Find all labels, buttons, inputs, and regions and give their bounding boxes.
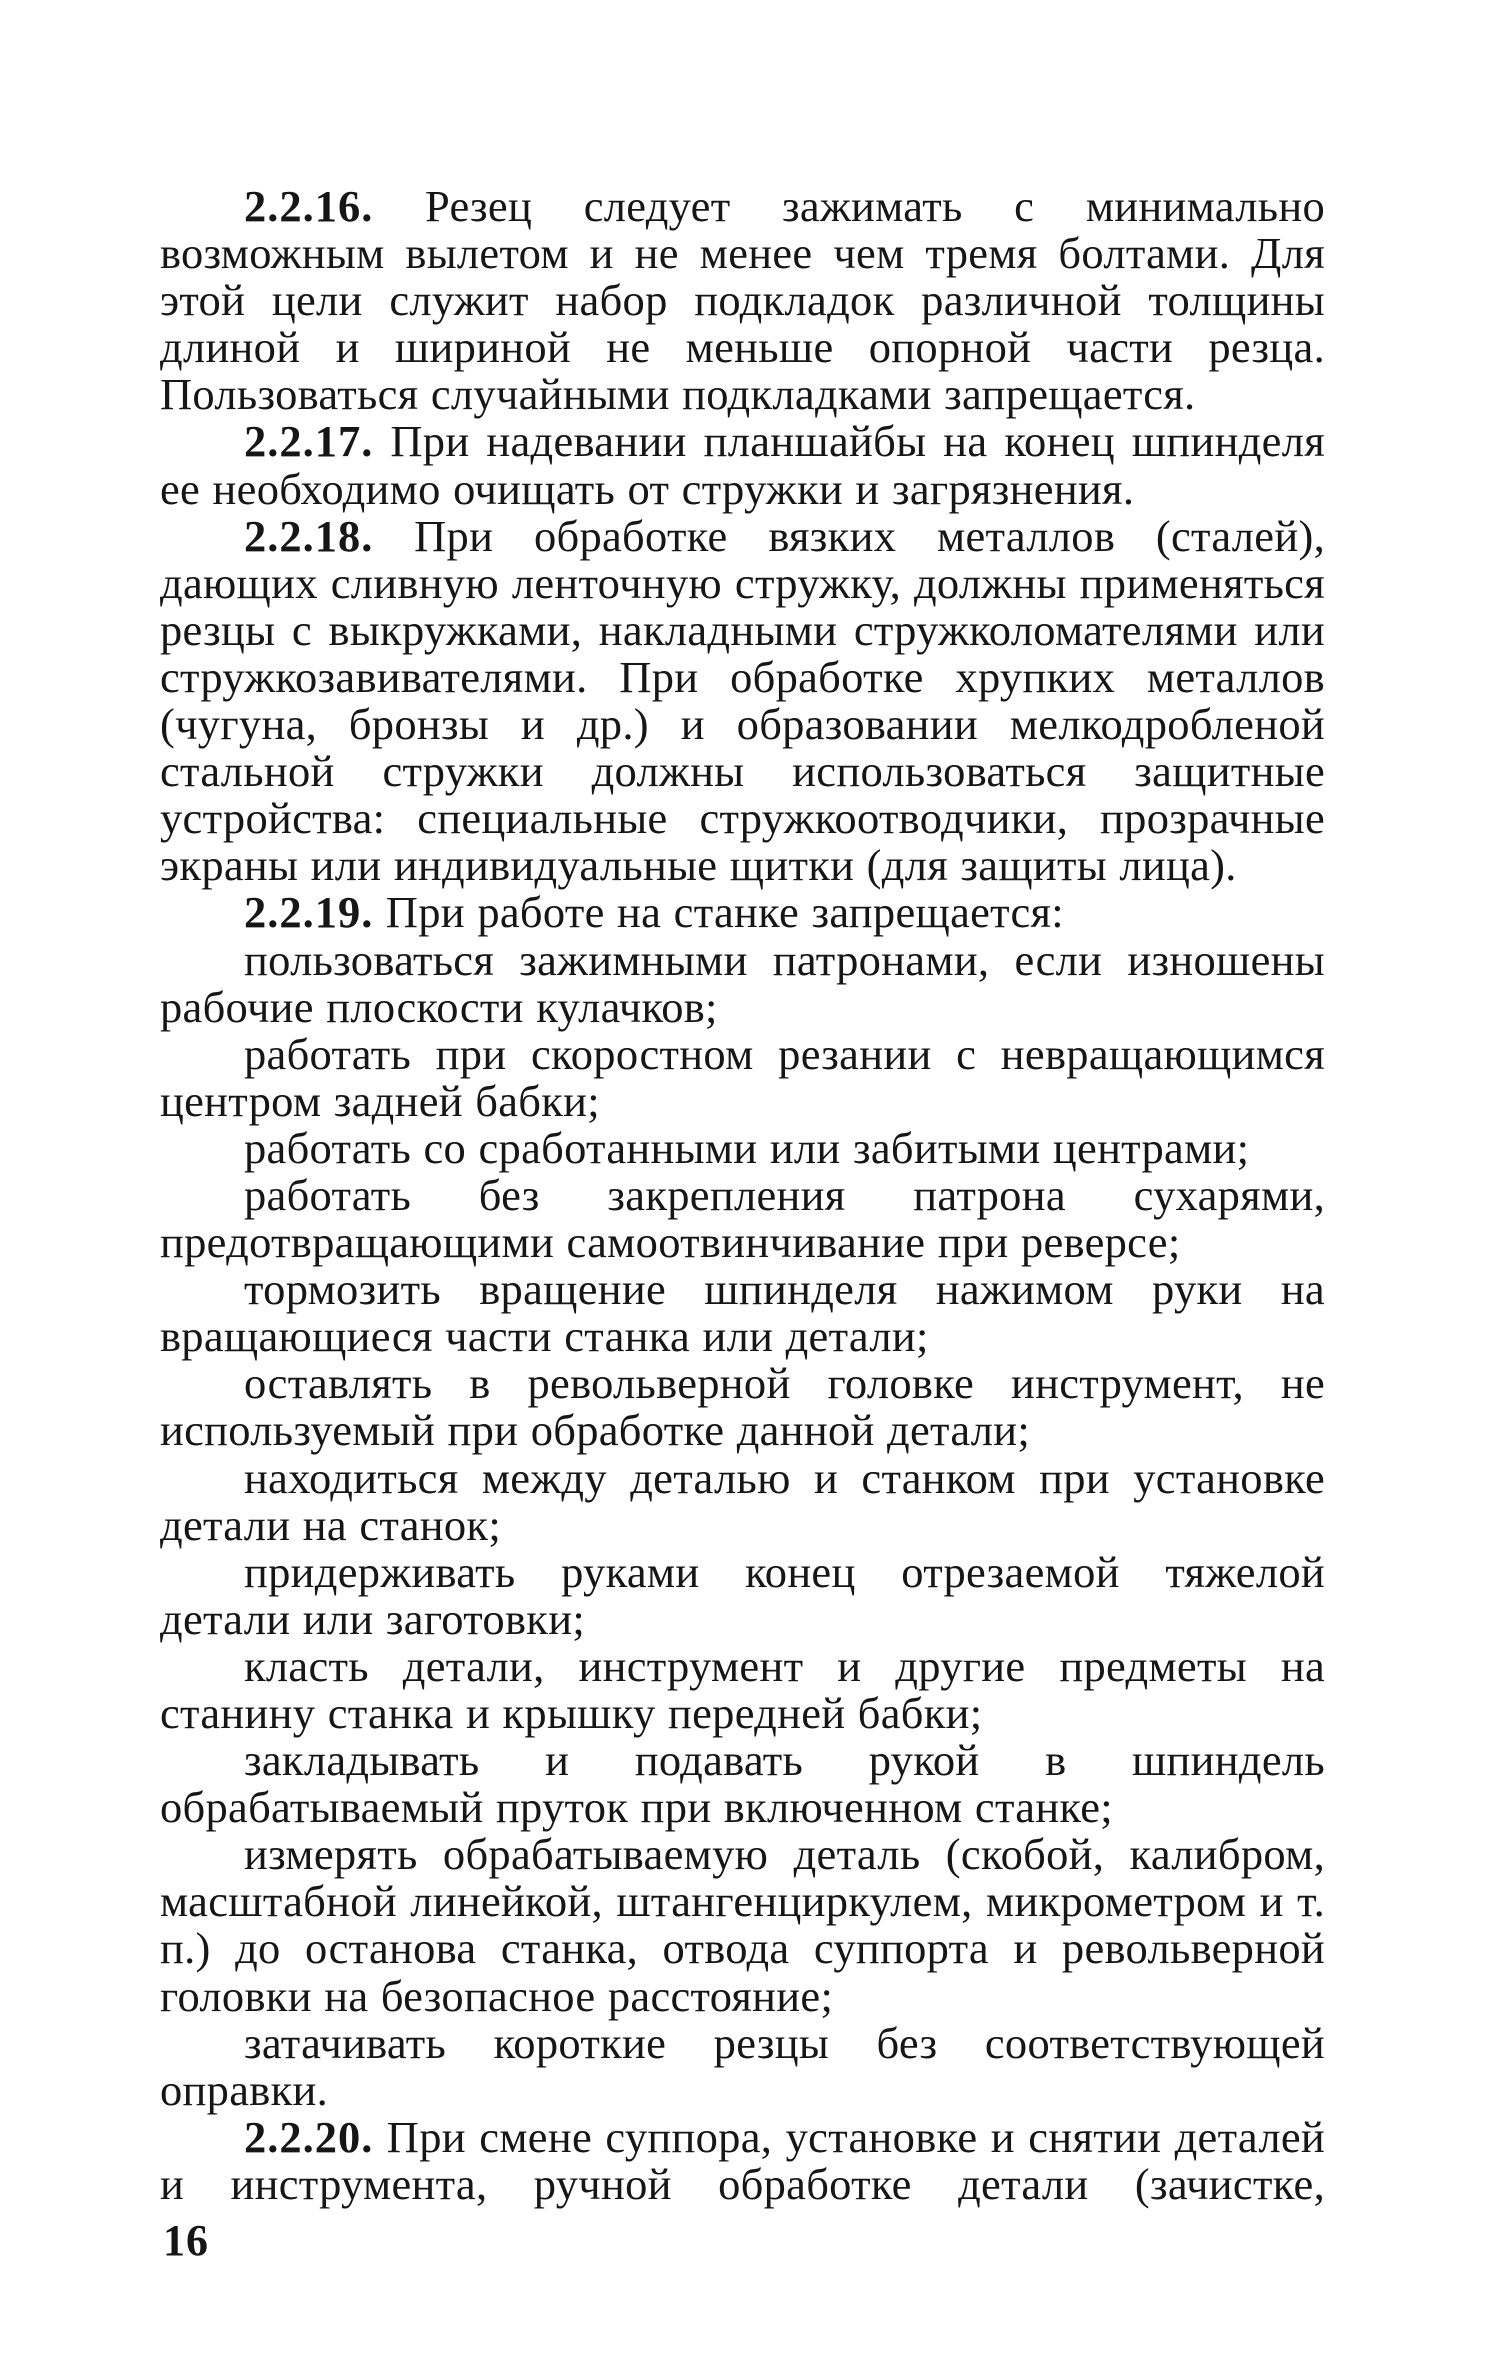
list-item [160, 1360, 1325, 1454]
paragraph-2-2-17 [160, 418, 1325, 512]
paragraph-2-2-20 [160, 2111, 1325, 2209]
list-item-text: пользоваться зажимными патронами, если изношены рабочие плоскости кулачков; [160, 934, 1325, 1032]
paragraph-text: Резец следует зажимать с минимально возможным вылетом и не менее чем тремя болтами. Для этой цели служит набор подкладок различной толщины длиной и шириной не меньше опорной части резца. Пользоваться случайными подкладками запрещается. [160, 181, 1325, 420]
list-item-text: тормозить вращение шпинделя нажимом руки на вращающиеся части станка или детали; [160, 1264, 1325, 1362]
list-item [160, 1640, 1325, 1738]
list-item-text: находиться между деталью и станком при установке детали на станок; [160, 1452, 1325, 1550]
list-item-text: класть детали, инструмент и другие предметы на станину станка и крышку передней бабки; [160, 1640, 1325, 1738]
page-number: 16 [163, 2216, 209, 2265]
paragraph-2-2-18 [160, 510, 1325, 891]
clause-number: 2.2.20. [244, 2111, 374, 2162]
text-column [160, 183, 1325, 2208]
paragraph-2-2-16 [160, 183, 1325, 418]
list-item-text: работать без закрепления патрона сухарями, предотвращающими самоотвинчивание при реверсе; [160, 1169, 1325, 1268]
list-item [160, 1831, 1325, 2019]
clause-number: 2.2.19. [244, 887, 374, 938]
paragraph-text: При надевании планшайбы на конец шпинделя ее необходимо очищать от стружки и загрязнения. [160, 416, 1325, 514]
list-item [160, 1028, 1325, 1126]
paragraph-2-2-19 [160, 889, 1325, 936]
list-item-text: измерять обрабатываемую деталь (скобой, калибром, масштабной линейкой, штангенциркулем, микрометром и т. п.) до останова станка, отвода суппорта и револьверной головки на безопасное расстояние; [160, 1829, 1325, 2021]
paragraph-text: При работе на станке запрещается: [373, 887, 1064, 938]
paragraph-text: При обработке вязких металлов (сталей), дающих сливную ленточную стружку, должны применяться резцы с выкружками, накладными стружколомателями или стружкозавивателями. При обработке хрупких металлов (чугуна, бронзы и др.) и образовании мелкодробленой стальной стружки должны использоваться защитные устройства: специальные стружкоотводчики, прозрачные экраны или индивидуальные щитки (для защиты лица). [160, 510, 1325, 891]
list-item-text: закладывать и подавать рукой в шпиндель обрабатываемый пруток при включенном станке; [160, 1735, 1325, 1833]
list-item [160, 1169, 1325, 1268]
paragraph-text: При смене суппора, установке и снятии деталей и инструмента, ручной обработке детали (зачистке, [160, 2111, 1325, 2209]
list-item [160, 1266, 1325, 1360]
list-item-text: оставлять в револьверной головке инструмент, не используемый при обработке данной детали; [160, 1358, 1325, 1456]
list-item-text: работать со сработанными или забитыми центрами; [244, 1122, 1250, 1173]
list-item [160, 1546, 1325, 1644]
list-item [160, 934, 1325, 1032]
clause-number: 2.2.16. [244, 181, 374, 231]
list-item [160, 1737, 1325, 1831]
list-item-text: придерживать руками конец отрезаемой тяжелой детали или заготовки; [160, 1546, 1325, 1644]
list-item [160, 1452, 1325, 1550]
list-item [160, 1122, 1325, 1173]
list-item [160, 2017, 1325, 2115]
clause-number: 2.2.17. [244, 416, 374, 467]
list-item-text: затачивать короткие резцы без соответствующей оправки. [160, 2017, 1325, 2115]
clause-number: 2.2.18. [244, 510, 374, 561]
list-item-text: работать при скоростном резании с невращающимся центром задней бабки; [160, 1028, 1325, 1126]
